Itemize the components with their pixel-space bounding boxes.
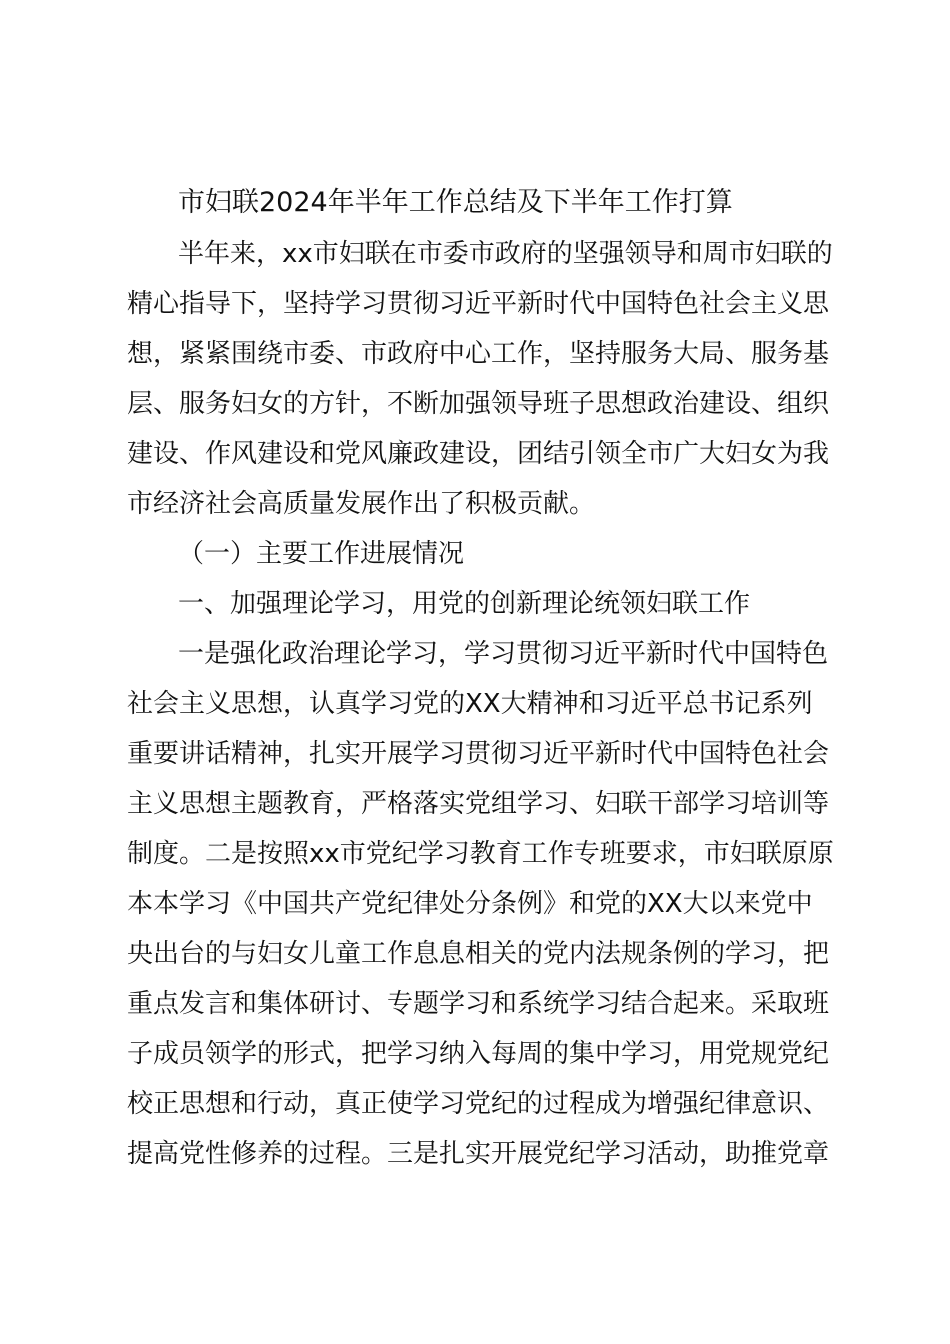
paragraph-line: 本本学习《中国共产党纪律处分条例》和党的XX大以来党中 — [127, 889, 813, 919]
paragraph-line: 精心指导下，坚持学习贯彻习近平新时代中国特色社会主义思 — [127, 289, 830, 319]
paragraph-line: 层、服务妇女的方针，不断加强领导班子思想政治建设、组织 — [127, 389, 830, 419]
paragraph-line: 社会主义思想，认真学习党的XX大精神和习近平总书记系列 — [127, 689, 813, 719]
paragraph-line: 校正思想和行动，真正使学习党纪的过程成为增强纪律意识、 — [127, 1089, 830, 1119]
paragraph-line: 一是强化政治理论学习，学习贯彻习近平新时代中国特色 — [178, 639, 829, 669]
paragraph-line: 子成员领学的形式，把学习纳入每周的集中学习，用党规党纪 — [127, 1039, 830, 1069]
document-title: 市妇联2024年半年工作总结及下半年工作打算 — [178, 187, 733, 218]
subsection-heading: 一、加强理论学习，用党的创新理论统领妇联工作 — [178, 589, 751, 619]
paragraph-line: 央出台的与妇女儿童工作息息相关的党内法规条例的学习，把 — [127, 939, 830, 969]
paragraph-line: 重点发言和集体研讨、专题学习和系统学习结合起来。采取班 — [127, 989, 830, 1019]
paragraph-line: 重要讲话精神，扎实开展学习贯彻习近平新时代中国特色社会 — [127, 739, 830, 769]
paragraph-line: 制度。二是按照xx市党纪学习教育工作专班要求，市妇联原原 — [127, 839, 834, 869]
paragraph-line: 主义思想主题教育，严格落实党组学习、妇联干部学习培训等 — [127, 789, 830, 819]
paragraph-line: 想，紧紧围绕市委、市政府中心工作，坚持服务大局、服务基 — [127, 339, 830, 369]
paragraph-line: 市经济社会高质量发展作出了积极贡献。 — [127, 489, 596, 519]
paragraph-line: 提高党性修养的过程。三是扎实开展党纪学习活动，助推党章 — [127, 1139, 830, 1169]
paragraph-line: 建设、作风建设和党风廉政建设，团结引领全市广大妇女为我 — [127, 439, 830, 469]
paragraph-line: 半年来，xx市妇联在市委市政府的坚强领导和周市妇联的 — [178, 239, 833, 269]
section-heading: （一）主要工作进展情况 — [178, 539, 465, 569]
